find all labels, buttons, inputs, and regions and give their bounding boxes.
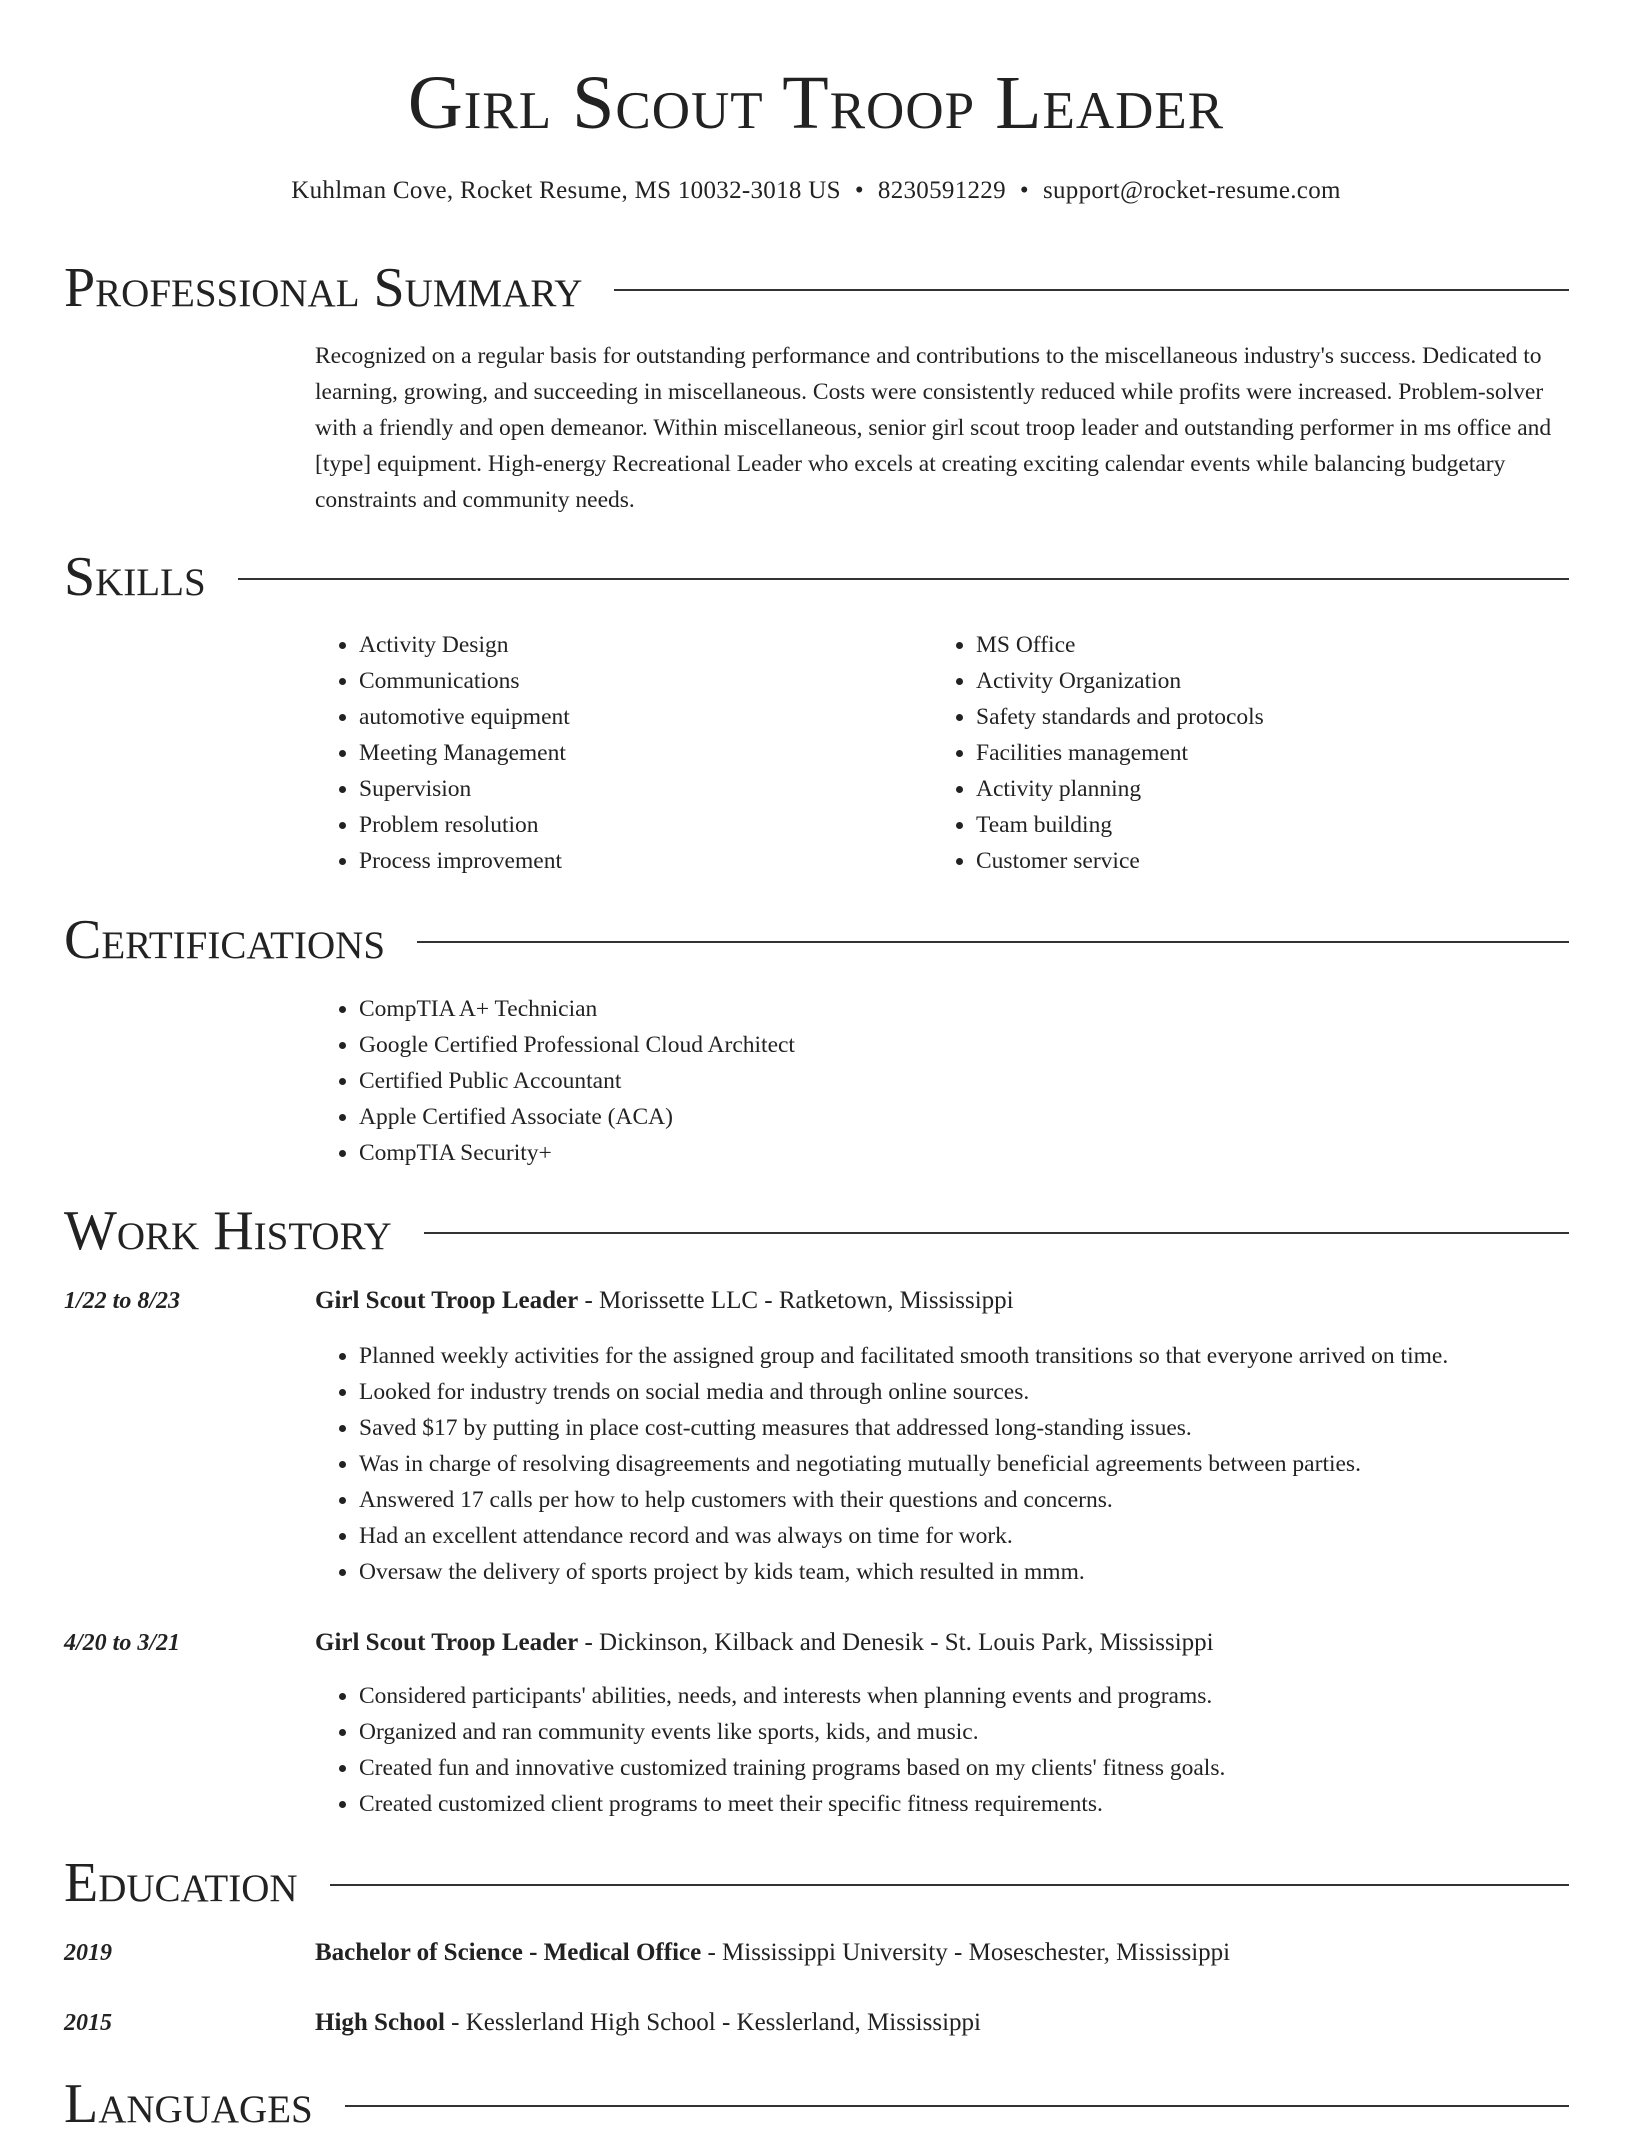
certification-item: • CompTIA Security+	[359, 1135, 795, 1171]
section-header-certifications	[64, 908, 1569, 972]
job-bullet: • Planned weekly activities for the assigned group and facilitated smooth transitions so that everyone arrived on time.	[359, 1338, 1448, 1374]
section-divider	[238, 578, 1569, 580]
job-bullet: • Oversaw the delivery of sports project by kids team, which resulted in mmm.	[359, 1554, 1448, 1590]
section-title-certifications: Certifications	[64, 909, 386, 971]
section-header-skills	[64, 545, 1569, 609]
skills-list-right	[932, 627, 1264, 879]
certification-item: • Apple Certified Associate (ACA)	[359, 1099, 795, 1135]
job-bullet: • Looked for industry trends on social media and through online sources.	[359, 1374, 1448, 1410]
candidate-name: Girl Scout Troop Leader	[407, 61, 1225, 145]
job-bullet: • Was in charge of resolving disagreements and negotiating mutually beneficial agreements between parties.	[359, 1446, 1448, 1482]
skill-item: • Activity Organization	[976, 663, 1264, 699]
job-bullet: • Considered participants' abilities, needs, and interests when planning events and programs.	[359, 1678, 1225, 1714]
job-employer: - Morissette LLC - Ratketown, Mississippi	[578, 1287, 1014, 1314]
certification-item: • Certified Public Accountant	[359, 1063, 795, 1099]
skill-item: • Activity Design	[359, 627, 570, 663]
job-title-line	[315, 1626, 1214, 1660]
skill-item: • Meeting Management	[359, 735, 570, 771]
skill-item: • MS Office	[976, 627, 1264, 663]
contact-email[interactable]: support@rocket-resume.com	[1042, 177, 1341, 204]
skill-item: • Communications	[359, 663, 570, 699]
job-bullet: • Created fun and innovative customized training programs based on my clients' fitness goals.	[359, 1750, 1225, 1786]
section-title-summary: Professional Summary	[64, 257, 583, 319]
education-entry	[315, 1936, 1230, 1970]
education-degree: High School	[315, 2009, 445, 2036]
certification-item: • CompTIA A+ Technician	[359, 991, 795, 1027]
certification-item: • Google Certified Professional Cloud Architect	[359, 1027, 795, 1063]
section-title-work-history: Work History	[64, 1200, 392, 1262]
section-title-education: Education	[64, 1852, 298, 1914]
section-header-education	[64, 1851, 1569, 1915]
summary-text: Recognized on a regular basis for outstanding performance and contributions to the miscellaneous industry's success. Dedicated to learning, growing, and succeeding in miscellaneous. Costs were consistently reduced while profits were increased. Problem-solver with a friendly and open demeanor. Within miscellaneous, senior girl scout troop leader and outstanding performer in ms office and [type] equipment. High-energy Recreational Leader who excels at creating exciting calendar events while balancing budgetary constraints and community needs.	[315, 343, 1552, 513]
section-divider	[330, 1884, 1569, 1886]
job-bullets-block	[315, 1678, 1225, 1822]
certifications-block	[315, 991, 795, 1171]
education-year: 2019	[64, 1940, 112, 1966]
section-divider	[614, 289, 1569, 291]
education-school: - Kesslerland High School - Kesslerland, Mississippi	[444, 2009, 981, 2036]
contact-separator: •	[1019, 177, 1029, 204]
skill-item: • automotive equipment	[359, 699, 570, 735]
skill-item: • Team building	[976, 807, 1264, 843]
contact-phone[interactable]: 8230591229	[877, 177, 1006, 204]
skill-item: • Process improvement	[359, 843, 570, 879]
job-bullet: • Saved $17 by putting in place cost-cutting measures that addressed long-standing issues.	[359, 1410, 1448, 1446]
job-title: Girl Scout Troop Leader	[315, 1629, 579, 1656]
contact-address: Kuhlman Cove, Rocket Resume, MS 10032-3018 US	[291, 177, 841, 204]
section-header-summary	[64, 256, 1569, 320]
job-bullet: • Had an excellent attendance record and was always on time for work.	[359, 1518, 1448, 1554]
section-title-languages: Languages	[64, 2073, 313, 2135]
skill-item: • Supervision	[359, 771, 570, 807]
section-title-skills: Skills	[64, 546, 206, 608]
education-school: - Mississippi University - Moseschester, Mississippi	[701, 1939, 1231, 1966]
certifications-list	[315, 991, 795, 1171]
section-divider	[417, 941, 1569, 943]
skill-item: • Activity planning	[976, 771, 1264, 807]
skill-item: • Problem resolution	[359, 807, 570, 843]
education-year: 2015	[64, 2010, 112, 2036]
skills-list-left	[315, 627, 570, 879]
section-divider	[345, 2105, 1569, 2107]
skills-column-right	[932, 627, 1264, 879]
job-bullet: • Answered 17 calls per how to help customers with their questions and concerns.	[359, 1482, 1448, 1518]
skills-column-left	[315, 627, 570, 879]
job-employer: - Dickinson, Kilback and Denesik - St. Louis Park, Mississippi	[578, 1629, 1214, 1656]
section-header-languages	[64, 2072, 1569, 2136]
skill-item: • Customer service	[976, 843, 1264, 879]
section-header-work-history	[64, 1199, 1569, 1263]
job-bullets	[315, 1678, 1225, 1822]
job-bullets-block	[315, 1338, 1448, 1590]
section-divider	[424, 1232, 1569, 1234]
skill-item: • Facilities management	[976, 735, 1264, 771]
job-dates: 1/22 to 8/23	[64, 1288, 181, 1314]
skill-item: • Safety standards and protocols	[976, 699, 1264, 735]
job-title: Girl Scout Troop Leader	[315, 1287, 579, 1314]
education-entry	[315, 2006, 981, 2040]
contact-line	[0, 174, 1632, 208]
job-bullets	[315, 1338, 1448, 1590]
contact-separator: •	[854, 177, 864, 204]
job-bullet: • Organized and ran community events like sports, kids, and music.	[359, 1714, 1225, 1750]
job-dates: 4/20 to 3/21	[64, 1630, 181, 1656]
education-degree: Bachelor of Science - Medical Office	[315, 1939, 702, 1966]
job-title-line	[315, 1284, 1014, 1318]
job-bullet: • Created customized client programs to meet their specific fitness requirements.	[359, 1786, 1225, 1822]
